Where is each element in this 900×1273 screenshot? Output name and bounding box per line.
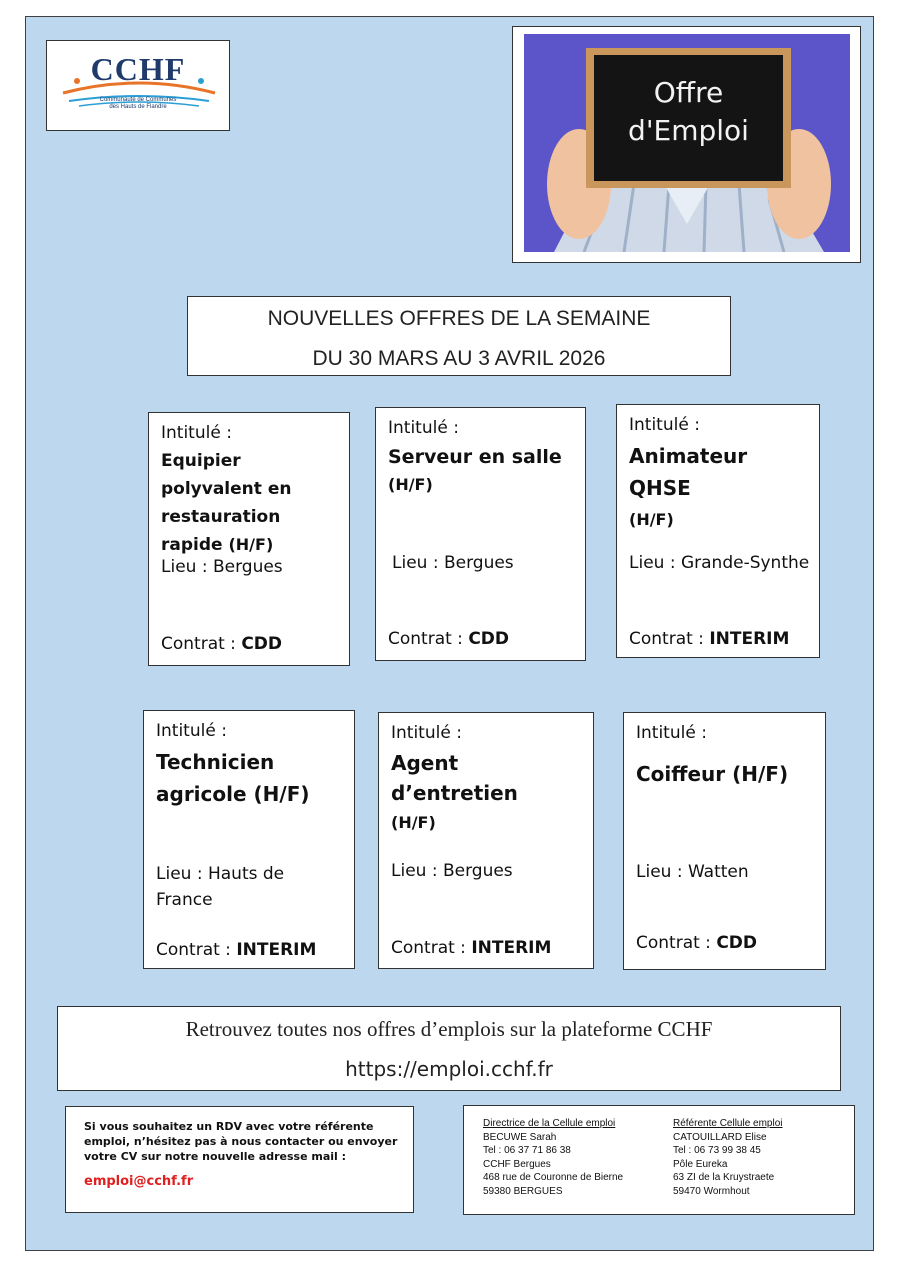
- offer-contract: Contrat : CDD: [636, 933, 758, 953]
- appointment-text: Si vous souhaitez un RDV avec votre référente emploi, n’hésitez pas à nous contacter ou envoyer votre CV sur notre nouvelle adresse mail :: [84, 1120, 398, 1163]
- offer-label: Intitulé :: [629, 415, 700, 435]
- week-banner: [187, 296, 731, 376]
- logo-title: CCHF: [90, 51, 186, 87]
- contacts-box: [463, 1105, 855, 1215]
- cchf-logo: [46, 40, 230, 131]
- offer-label: Intitulé :: [388, 418, 459, 438]
- contact-referent: Référente Cellule emploi CATOUILLARD Elise Tel : 06 73 99 38 45 Pôle Eureka 63 ZI de la Kruystraete 59470 Wormhout: [673, 1118, 783, 1197]
- job-offer-photo: [512, 26, 861, 263]
- offer-location: Lieu : Hauts de France: [156, 864, 285, 910]
- contact-director: Directrice de la Cellule emploi BECUWE Sarah Tel : 06 37 71 86 38 CCHF Bergues 468 rue de Couronne de Bierne 59380 BERGUES: [483, 1118, 624, 1197]
- platform-url-link[interactable]: https://emploi.cchf.fr: [345, 1057, 553, 1081]
- offer-title: Coiffeur (H/F): [636, 762, 789, 786]
- offer-title: Technicien agricole (H/F): [156, 750, 310, 806]
- offer-contract: Contrat : INTERIM: [391, 938, 552, 958]
- offer-title: Animateur QHSE (H/F): [629, 444, 748, 529]
- job-offer-card: [616, 404, 820, 658]
- offer-title: Equipier polyvalent en restauration rapide (H/F): [161, 451, 292, 555]
- offer-location: Lieu : Bergues: [161, 557, 283, 577]
- board-text: Offre d'Emploi: [628, 76, 749, 147]
- offer-location: Lieu : Bergues: [392, 553, 514, 573]
- platform-banner: [57, 1006, 841, 1091]
- banner-title: NOUVELLES OFFRES DE LA SEMAINE: [267, 307, 651, 330]
- job-offer-card: [375, 407, 586, 661]
- offer-title: Serveur en salle (H/F): [388, 446, 562, 494]
- job-offer-card: [623, 712, 826, 970]
- banner-dates: DU 30 MARS AU 3 AVRIL 2026: [312, 347, 606, 370]
- offer-location: Lieu : Grande-Synthe: [629, 553, 810, 573]
- email-link[interactable]: emploi@cchf.fr: [84, 1174, 194, 1189]
- job-offer-card: [148, 412, 350, 666]
- appointment-box: [65, 1106, 414, 1213]
- offer-contract: Contrat : CDD: [161, 634, 283, 654]
- offer-location: Lieu : Bergues: [391, 861, 513, 881]
- offer-contract: Contrat : CDD: [388, 629, 510, 649]
- job-offer-card: [378, 712, 594, 969]
- logo-subtitle: Communauté de Communes des Hauts de Flandre: [99, 97, 177, 110]
- offer-label: Intitulé :: [156, 721, 227, 741]
- offer-contract: Contrat : INTERIM: [156, 940, 317, 960]
- offer-contract: Contrat : INTERIM: [629, 629, 790, 649]
- job-offer-card: [143, 710, 355, 969]
- offer-label: Intitulé :: [161, 423, 232, 443]
- offer-label: Intitulé :: [636, 723, 707, 743]
- offer-title: Agent d’entretien (H/F): [391, 751, 518, 832]
- offer-location: Lieu : Watten: [636, 862, 749, 882]
- offer-label: Intitulé :: [391, 723, 462, 743]
- platform-text: Retrouvez toutes nos offres d’emplois sur la plateforme CCHF: [185, 1017, 713, 1041]
